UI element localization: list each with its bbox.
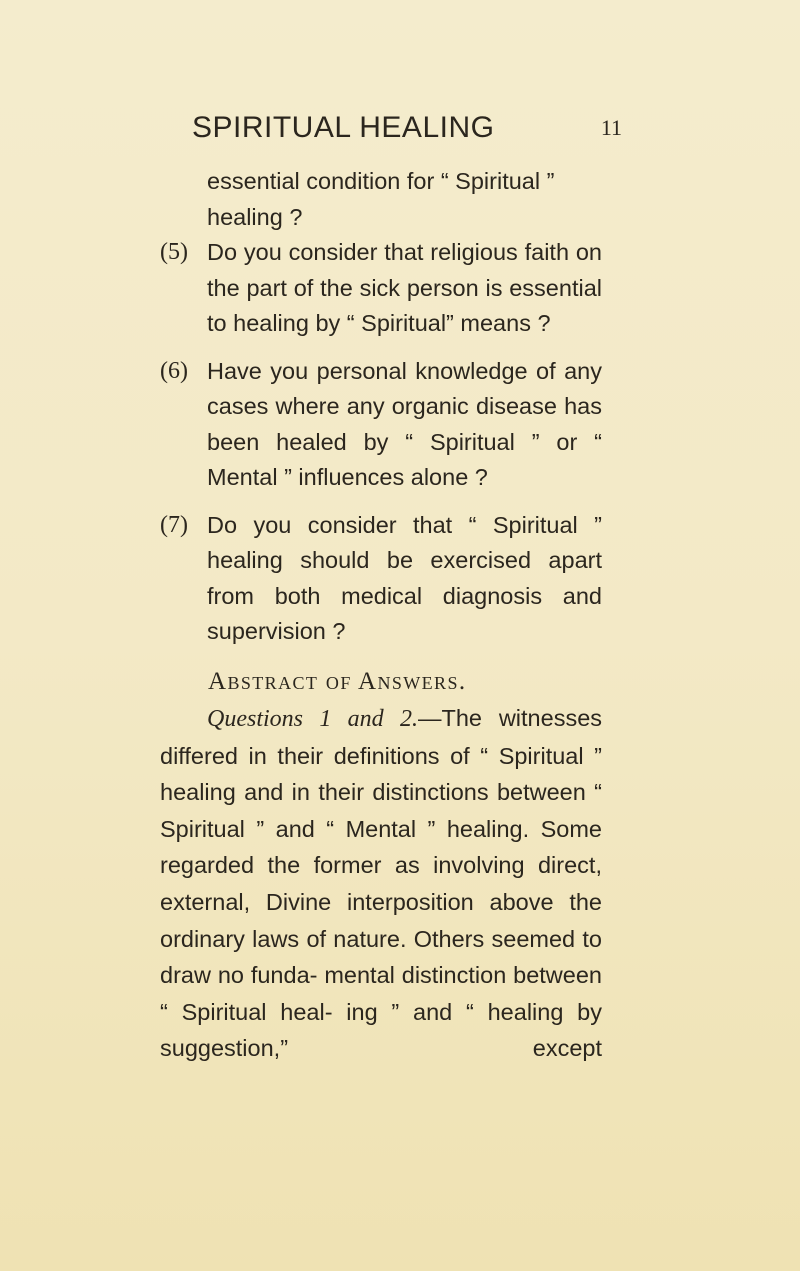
question-number: (5) xyxy=(160,239,188,265)
page-title: SPIRITUAL HEALING xyxy=(192,111,495,144)
question-7 xyxy=(160,508,602,650)
question-text: Do you consider that “ Spiritual ” healing should be exercised apart from both medical diagnosis and supervision ? xyxy=(207,511,602,644)
running-head xyxy=(192,108,622,148)
answer-lead: Questions 1 and 2. xyxy=(207,706,418,732)
section-heading: Abstract of Answers. xyxy=(208,668,467,695)
question-6 xyxy=(160,354,602,496)
continued-question xyxy=(207,164,602,235)
question-text: Do you consider that religious faith on the part of the sick person is essential to healing by “ Spiritual” means ? xyxy=(207,239,602,336)
continued-question-text: essential condition for “ Spiritual ” healing ? xyxy=(207,168,555,230)
answer-text: —The witnesses differed in their definitions of “ Spiritual ” healing and in their distinctions between “ Spiritual ” and “ Mental ” healing. Some regarded the former as involving direct, external, Divine interposition above the ordinary laws of nature. Others seemed to draw no funda- mental distinction between “ Spiritual heal- ing ” and “ healing by suggestion,” except xyxy=(160,705,603,1062)
question-list xyxy=(160,235,602,662)
page-number: 11 xyxy=(600,115,622,140)
question-text: Have you personal knowledge of any cases where any organic disease has been healed by “ Spiritual ” or “ Mental ” influences alone ? xyxy=(207,357,602,490)
question-number: (6) xyxy=(160,357,188,384)
question-number: (7) xyxy=(160,511,188,538)
answer-paragraph xyxy=(160,700,602,1067)
question-5 xyxy=(160,235,602,342)
